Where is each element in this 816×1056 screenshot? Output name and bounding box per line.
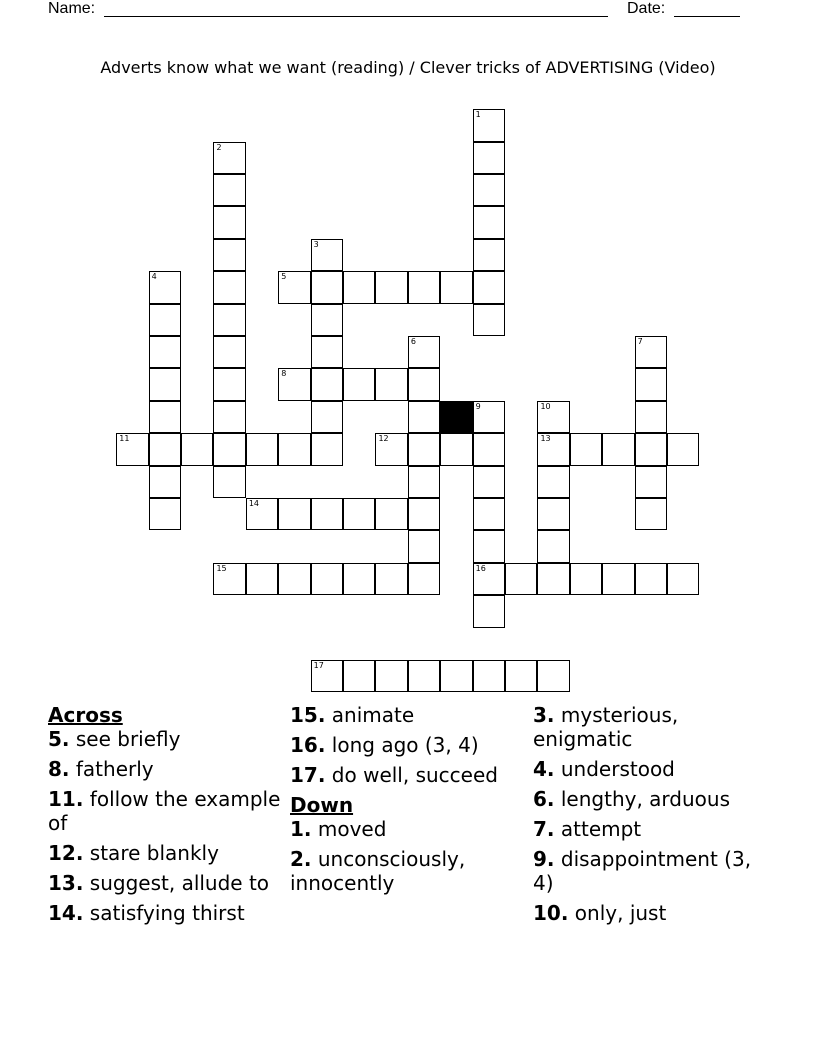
clue-number: 3. xyxy=(533,703,555,727)
across-heading: Across xyxy=(48,703,123,727)
crossword-cell[interactable] xyxy=(311,336,343,368)
clue-number: 12. xyxy=(48,841,84,865)
crossword-cell[interactable] xyxy=(667,433,699,465)
cell-number: 16 xyxy=(475,563,486,573)
crossword-cell[interactable] xyxy=(343,271,375,303)
crossword-cell[interactable] xyxy=(278,368,310,400)
crossword-cell[interactable] xyxy=(635,466,667,498)
crossword-cell[interactable] xyxy=(343,498,375,530)
clue-text: unconsciously, innocently xyxy=(290,847,466,895)
crossword-cell[interactable] xyxy=(213,336,245,368)
crossword-cell[interactable] xyxy=(635,563,667,595)
clue-text: suggest, allude to xyxy=(89,871,270,895)
crossword-cell[interactable] xyxy=(635,401,667,433)
crossword-cell[interactable] xyxy=(473,433,505,465)
crossword-cell[interactable] xyxy=(537,563,569,595)
clue-text: satisfying thirst xyxy=(89,901,245,925)
crossword-cell[interactable] xyxy=(311,304,343,336)
crossword-cell[interactable] xyxy=(181,433,213,465)
crossword-cell[interactable] xyxy=(667,563,699,595)
clue-number: 7. xyxy=(533,817,555,841)
crossword-cell[interactable] xyxy=(537,433,569,465)
crossword-cell[interactable] xyxy=(149,368,181,400)
crossword-cell[interactable] xyxy=(537,498,569,530)
crossword-cell[interactable] xyxy=(375,498,407,530)
crossword-cell[interactable] xyxy=(149,336,181,368)
crossword-cell[interactable] xyxy=(213,433,245,465)
clue-number: 4. xyxy=(533,757,555,781)
crossword-cell[interactable] xyxy=(473,401,505,433)
crossword-cell[interactable] xyxy=(440,660,472,692)
clue-text: disappointment (3, 4) xyxy=(533,847,752,895)
crossword-cell[interactable] xyxy=(473,142,505,174)
clue-number: 6. xyxy=(533,787,555,811)
clue-text: see briefly xyxy=(75,727,181,751)
crossword-cell[interactable] xyxy=(537,530,569,562)
crossword-cell[interactable] xyxy=(213,239,245,271)
crossword-cell[interactable] xyxy=(537,466,569,498)
clue-down-9 xyxy=(533,847,773,895)
crossword-cell[interactable] xyxy=(278,271,310,303)
crossword-cell[interactable] xyxy=(213,466,245,498)
crossword-cell[interactable] xyxy=(473,271,505,303)
clue-across-11 xyxy=(48,787,284,835)
clue-text: do well, succeed xyxy=(331,763,498,787)
crossword-cell[interactable] xyxy=(473,563,505,595)
crossword-cell[interactable] xyxy=(375,368,407,400)
crossword-cell[interactable] xyxy=(440,271,472,303)
crossword-cell[interactable] xyxy=(635,433,667,465)
clue-across-5 xyxy=(48,727,284,751)
clue-text: only, just xyxy=(574,901,667,925)
clue-down-4 xyxy=(533,757,773,781)
black-square xyxy=(440,401,472,433)
crossword-cell[interactable] xyxy=(343,368,375,400)
clue-column-3 xyxy=(533,703,773,931)
crossword-cell[interactable] xyxy=(473,530,505,562)
cell-number: 4 xyxy=(151,272,157,282)
page-title: Adverts know what we want (reading) / Clever tricks of ADVERTISING (Video) xyxy=(100,58,716,77)
crossword-cell[interactable] xyxy=(408,271,440,303)
crossword-cell[interactable] xyxy=(408,336,440,368)
crossword-cell[interactable] xyxy=(311,563,343,595)
crossword-cell[interactable] xyxy=(473,174,505,206)
clue-text: attempt xyxy=(560,817,642,841)
cell-number: 7 xyxy=(637,337,643,347)
clue-column-1 xyxy=(48,703,284,931)
clue-text: moved xyxy=(317,817,387,841)
date-label: Date: xyxy=(627,0,666,17)
clue-text: stare blankly xyxy=(89,841,219,865)
crossword-cell[interactable] xyxy=(473,498,505,530)
crossword-cell[interactable] xyxy=(505,660,537,692)
crossword-cell[interactable] xyxy=(473,660,505,692)
crossword-cell[interactable] xyxy=(343,563,375,595)
clue-text: understood xyxy=(560,757,675,781)
crossword-cell[interactable] xyxy=(408,530,440,562)
clue-number: 14. xyxy=(48,901,84,925)
crossword-cell[interactable] xyxy=(473,304,505,336)
clue-across-17 xyxy=(290,763,526,787)
crossword-cell[interactable] xyxy=(408,466,440,498)
crossword-cell[interactable] xyxy=(149,401,181,433)
crossword-cell[interactable] xyxy=(311,433,343,465)
crossword-cell[interactable] xyxy=(473,206,505,238)
crossword-cell[interactable] xyxy=(149,271,181,303)
crossword-cell[interactable] xyxy=(473,109,505,141)
clue-down-10 xyxy=(533,901,773,925)
crossword-cell[interactable] xyxy=(570,563,602,595)
cell-number: 5 xyxy=(281,272,287,282)
clue-number: 1. xyxy=(290,817,312,841)
clue-number: 15. xyxy=(290,703,326,727)
crossword-cell[interactable] xyxy=(213,174,245,206)
clue-down-2 xyxy=(290,847,526,895)
clue-across-16 xyxy=(290,733,526,757)
crossword-cell[interactable] xyxy=(473,595,505,627)
crossword-cell[interactable] xyxy=(635,336,667,368)
crossword-cell[interactable] xyxy=(213,304,245,336)
crossword-cell[interactable] xyxy=(311,498,343,530)
crossword-cell[interactable] xyxy=(408,368,440,400)
crossword-cell[interactable] xyxy=(213,206,245,238)
cell-number: 6 xyxy=(410,337,416,347)
crossword-cell[interactable] xyxy=(246,563,278,595)
cell-number: 10 xyxy=(540,401,551,411)
cell-number: 13 xyxy=(540,434,551,444)
crossword-cell[interactable] xyxy=(505,563,537,595)
cell-number: 1 xyxy=(475,110,481,120)
clue-number: 9. xyxy=(533,847,555,871)
crossword-cell[interactable] xyxy=(246,433,278,465)
crossword-cell[interactable] xyxy=(570,433,602,465)
crossword-cell[interactable] xyxy=(149,498,181,530)
crossword-cell[interactable] xyxy=(213,368,245,400)
clue-down-3 xyxy=(533,703,773,751)
cell-number: 3 xyxy=(313,239,319,249)
crossword-cell[interactable] xyxy=(635,368,667,400)
clue-text: lengthy, arduous xyxy=(560,787,731,811)
crossword-cell[interactable] xyxy=(635,498,667,530)
crossword-cell[interactable] xyxy=(213,401,245,433)
clue-down-6 xyxy=(533,787,773,811)
cell-number: 2 xyxy=(216,142,222,152)
crossword-cell[interactable] xyxy=(408,660,440,692)
clue-number: 16. xyxy=(290,733,326,757)
crossword-cell[interactable] xyxy=(375,660,407,692)
cell-number: 17 xyxy=(313,661,324,671)
cell-number: 11 xyxy=(119,434,130,444)
crossword-cell[interactable] xyxy=(375,563,407,595)
clue-number: 13. xyxy=(48,871,84,895)
clue-text: mysterious, enigmatic xyxy=(533,703,679,751)
clue-down-7 xyxy=(533,817,773,841)
clue-text: animate xyxy=(331,703,415,727)
clue-text: follow the example of xyxy=(48,787,281,835)
clue-text: fatherly xyxy=(75,757,154,781)
crossword-cell[interactable] xyxy=(213,142,245,174)
crossword-cell[interactable] xyxy=(311,271,343,303)
cell-number: 15 xyxy=(216,563,227,573)
crossword-cell[interactable] xyxy=(149,466,181,498)
crossword-cell[interactable] xyxy=(408,401,440,433)
name-label: Name: xyxy=(48,0,96,17)
crossword-cell[interactable] xyxy=(246,498,278,530)
crossword-cell[interactable] xyxy=(602,563,634,595)
clue-column-2 xyxy=(290,703,526,901)
cell-number: 12 xyxy=(378,434,389,444)
cell-number: 8 xyxy=(281,369,287,379)
crossword-cell[interactable] xyxy=(311,368,343,400)
crossword-cell[interactable] xyxy=(213,271,245,303)
clue-across-13 xyxy=(48,871,284,895)
crossword-cell[interactable] xyxy=(375,433,407,465)
crossword-cell[interactable] xyxy=(116,433,148,465)
crossword-cell[interactable] xyxy=(537,660,569,692)
crossword-cell[interactable] xyxy=(278,563,310,595)
crossword-cell[interactable] xyxy=(408,433,440,465)
down-heading: Down xyxy=(290,793,354,817)
crossword-cell[interactable] xyxy=(537,401,569,433)
clue-down-1 xyxy=(290,817,526,841)
crossword-cell[interactable] xyxy=(440,433,472,465)
clue-number: 17. xyxy=(290,763,326,787)
cell-number: 9 xyxy=(475,401,481,411)
crossword-cell[interactable] xyxy=(149,304,181,336)
clue-across-14 xyxy=(48,901,284,925)
clue-text: long ago (3, 4) xyxy=(331,733,479,757)
crossword-cell[interactable] xyxy=(213,563,245,595)
clue-across-8 xyxy=(48,757,284,781)
clue-across-15 xyxy=(290,703,526,727)
crossword-cell[interactable] xyxy=(602,433,634,465)
crossword-cell[interactable] xyxy=(278,498,310,530)
crossword-cell[interactable] xyxy=(343,660,375,692)
clue-number: 10. xyxy=(533,901,569,925)
cell-number: 14 xyxy=(248,499,260,509)
crossword-cell[interactable] xyxy=(311,239,343,271)
clue-across-12 xyxy=(48,841,284,865)
crossword-cell[interactable] xyxy=(311,401,343,433)
clue-number: 8. xyxy=(48,757,70,781)
crossword-cell[interactable] xyxy=(149,433,181,465)
crossword-cell[interactable] xyxy=(408,498,440,530)
crossword-cell[interactable] xyxy=(311,660,343,692)
crossword-cell[interactable] xyxy=(278,433,310,465)
crossword-cell[interactable] xyxy=(473,466,505,498)
crossword-cell[interactable] xyxy=(375,271,407,303)
crossword-cell[interactable] xyxy=(473,239,505,271)
clue-number: 5. xyxy=(48,727,70,751)
clue-number: 2. xyxy=(290,847,312,871)
clue-number: 11. xyxy=(48,787,84,811)
crossword-cell[interactable] xyxy=(408,563,440,595)
